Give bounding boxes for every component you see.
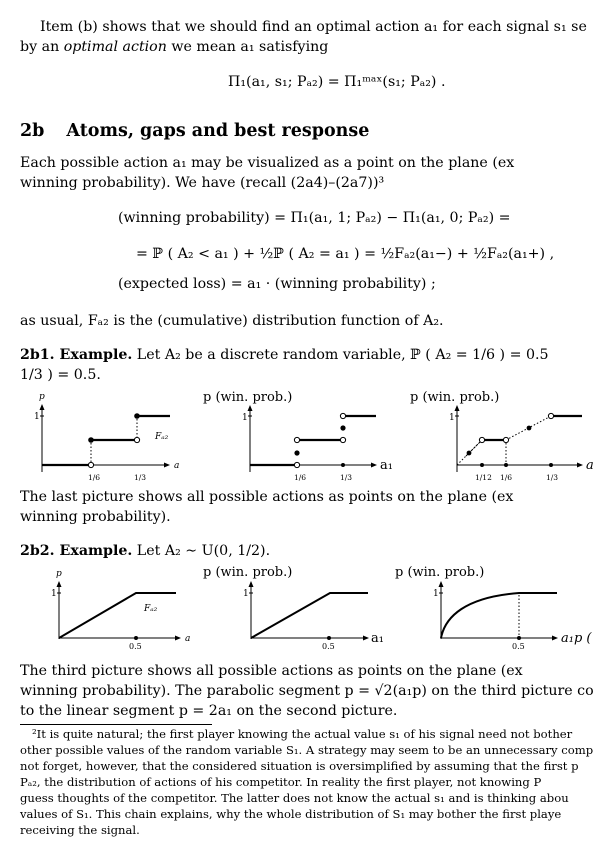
- para3: as usual, Fₐ₂ is the (cumulative) distribution function of A₂.: [20, 313, 444, 329]
- fig2-right-ytick: 1: [433, 589, 439, 599]
- fig1-mid-xlabel: a₁: [380, 458, 393, 473]
- fig1-right-xtick-2: 1/6: [500, 473, 513, 482]
- fig2-left-ylabel: p: [56, 569, 62, 579]
- para1-emphasis: optimal action: [63, 39, 167, 55]
- fig2-right-parabola: [441, 593, 557, 638]
- fig2-right-parabolic-plot: [395, 561, 595, 653]
- fig1-mid-xtick-1: 1/6: [294, 473, 307, 482]
- fig1-right-ytick: 1: [449, 413, 455, 423]
- para1-post: we mean a₁ satisfying: [166, 39, 329, 55]
- fig2-right-xtick: 0.5: [512, 642, 525, 651]
- equation-line-1: (winning probability) = Π₁(a₁, 1; Pₐ₂) − Π₁(a₁, 0; Pₐ₂) =: [118, 210, 511, 226]
- fig1-left-point: [134, 413, 140, 419]
- fig2-right-xlabel: a₁p (: [561, 631, 592, 646]
- fig1-left-ytick: 1: [34, 412, 40, 422]
- fig1-right-point: [527, 426, 532, 431]
- fig2-mid-winprob-plot: [203, 561, 408, 653]
- para1-line1: Item (b) shows that we should find an optimal action a₁ for each signal s₁ se: [40, 19, 587, 35]
- fig2-mid-xtick: 0.5: [322, 642, 335, 651]
- fig2-mid-ytick: 1: [243, 589, 249, 599]
- section-number: 2b: [20, 121, 45, 141]
- footnote-rule: [20, 724, 212, 725]
- fig2-left-xlabel: a: [185, 634, 191, 644]
- para4-line1: The last picture shows all possible actions as points on the plane (ex: [20, 489, 514, 505]
- fig1-left-ylabel: p: [39, 392, 45, 402]
- example2: [20, 541, 270, 561]
- example1-text: Let A₂ be a discrete random variable, ℙ ( A₂ = 1/6 ) = 0.5: [132, 347, 549, 363]
- example1-line1: [20, 345, 549, 365]
- para5-line3: to the linear segment p = 2a₁ on the second picture.: [20, 703, 398, 719]
- fig1-left-xtick-2: 1/3: [134, 473, 147, 482]
- fig2-mid-ylabel: p (win. prob.): [203, 565, 293, 580]
- fig1-left-xlabel: a: [174, 461, 180, 471]
- footnote-line: receiving the signal.: [20, 823, 140, 837]
- fig2-left-cdf-plot: [28, 561, 203, 653]
- fig1-mid-ylabel: p (win. prob.): [203, 390, 293, 405]
- fig1-right-point: [467, 451, 472, 456]
- fig2-mid-line: [251, 593, 368, 638]
- para2-line1: Each possible action a₁ may be visualized as a point on the plane (ex: [20, 155, 515, 171]
- para1-pre: by an: [20, 39, 64, 55]
- equation-line-3: (expected loss) = a₁ · (winning probability) ;: [118, 276, 436, 292]
- fig2-right-ylabel: p (win. prob.): [395, 565, 485, 580]
- fig1-left-xtick-1: 1/6: [88, 473, 101, 482]
- fig1-left-curve-label: Fₐ₂: [155, 432, 169, 442]
- fig2-mid-xlabel: a₁: [371, 631, 384, 646]
- fig2-left-ytick: 1: [51, 589, 57, 599]
- fig2-left-cdf-line: [59, 593, 176, 638]
- para1-line2: [20, 37, 328, 57]
- fig1-mid-point: [294, 450, 299, 455]
- fig1-left-y-arrow: [40, 404, 45, 410]
- example2-heading: 2b2. Example.: [20, 543, 133, 559]
- footnote-line: other possible values of the random variable S₁. A strategy may seem to be an unnecessary comp: [20, 743, 594, 757]
- example1-line2: 1/3 ) = 0.5.: [20, 367, 101, 383]
- fig1-right-xtick-1: 1/12: [475, 473, 492, 482]
- fig1-mid-winprob-plot: [203, 384, 408, 488]
- equation-optimal-action: Π₁(a₁, s₁; Pₐ₂) = Π₁ᵐᵃˣ(s₁; Pₐ₂) .: [228, 74, 446, 90]
- fig2-left-curve-label: Fₐ₂: [144, 604, 158, 614]
- fig1-right-ylabel: p (win. prob.): [410, 390, 500, 405]
- fig1-right-xlabel: a: [586, 458, 594, 473]
- example2-text: Let A₂ ∼ U(0, 1/2).: [132, 543, 271, 559]
- fig1-left-cdf-plot: [28, 384, 203, 488]
- fig1-mid-xtick-2: 1/3: [340, 473, 353, 482]
- fig1-left-point: [88, 437, 94, 443]
- equation-line-2: = ℙ ( A₂ < a₁ ) + ½ℙ ( A₂ = a₁ ) = ½Fₐ₂(a₁−) + ½Fₐ₂(a₁+) ,: [136, 246, 555, 262]
- para2-line2: winning probability). We have (recall (2a4)–(2a7))³: [20, 175, 385, 191]
- footnote-line: not forget, however, that the considered situation is oversimplified by assuming that the first p: [20, 759, 579, 773]
- para5-line2: winning probability). The parabolic segment p = √2(a₁p) on the third picture co: [20, 683, 594, 699]
- footnote-line: values of S₁. This chain explains, why the whole distribution of S₁ may bother the first playe: [20, 807, 562, 821]
- para5-line1: The third picture shows all possible actions as points on the plane (ex: [20, 663, 523, 679]
- example1-heading: 2b1. Example.: [20, 347, 133, 363]
- footnote-line: Pₐ₂, the distribution of actions of his competitor. In reality the first player, not knowing P: [20, 775, 542, 789]
- section-heading: [20, 121, 369, 141]
- fig1-left-x-arrow: [164, 463, 170, 468]
- fig1-right-xtick-3: 1/3: [546, 473, 559, 482]
- fig1-mid-ytick: 1: [242, 413, 248, 423]
- fig1-right-actions-plot: [410, 384, 595, 488]
- fig2-left-xtick: 0.5: [129, 642, 142, 651]
- section-title: Atoms, gaps and best response: [66, 121, 370, 141]
- footnote-line: ²It is quite natural; the first player knowing the actual value s₁ of his signal need not bother: [32, 727, 573, 741]
- para4-line2: winning probability).: [20, 509, 171, 525]
- fig1-mid-point: [340, 425, 345, 430]
- footnote-line: guess thoughts of the competitor. The latter does not know the actual s₁ and is thinking abou: [20, 791, 569, 805]
